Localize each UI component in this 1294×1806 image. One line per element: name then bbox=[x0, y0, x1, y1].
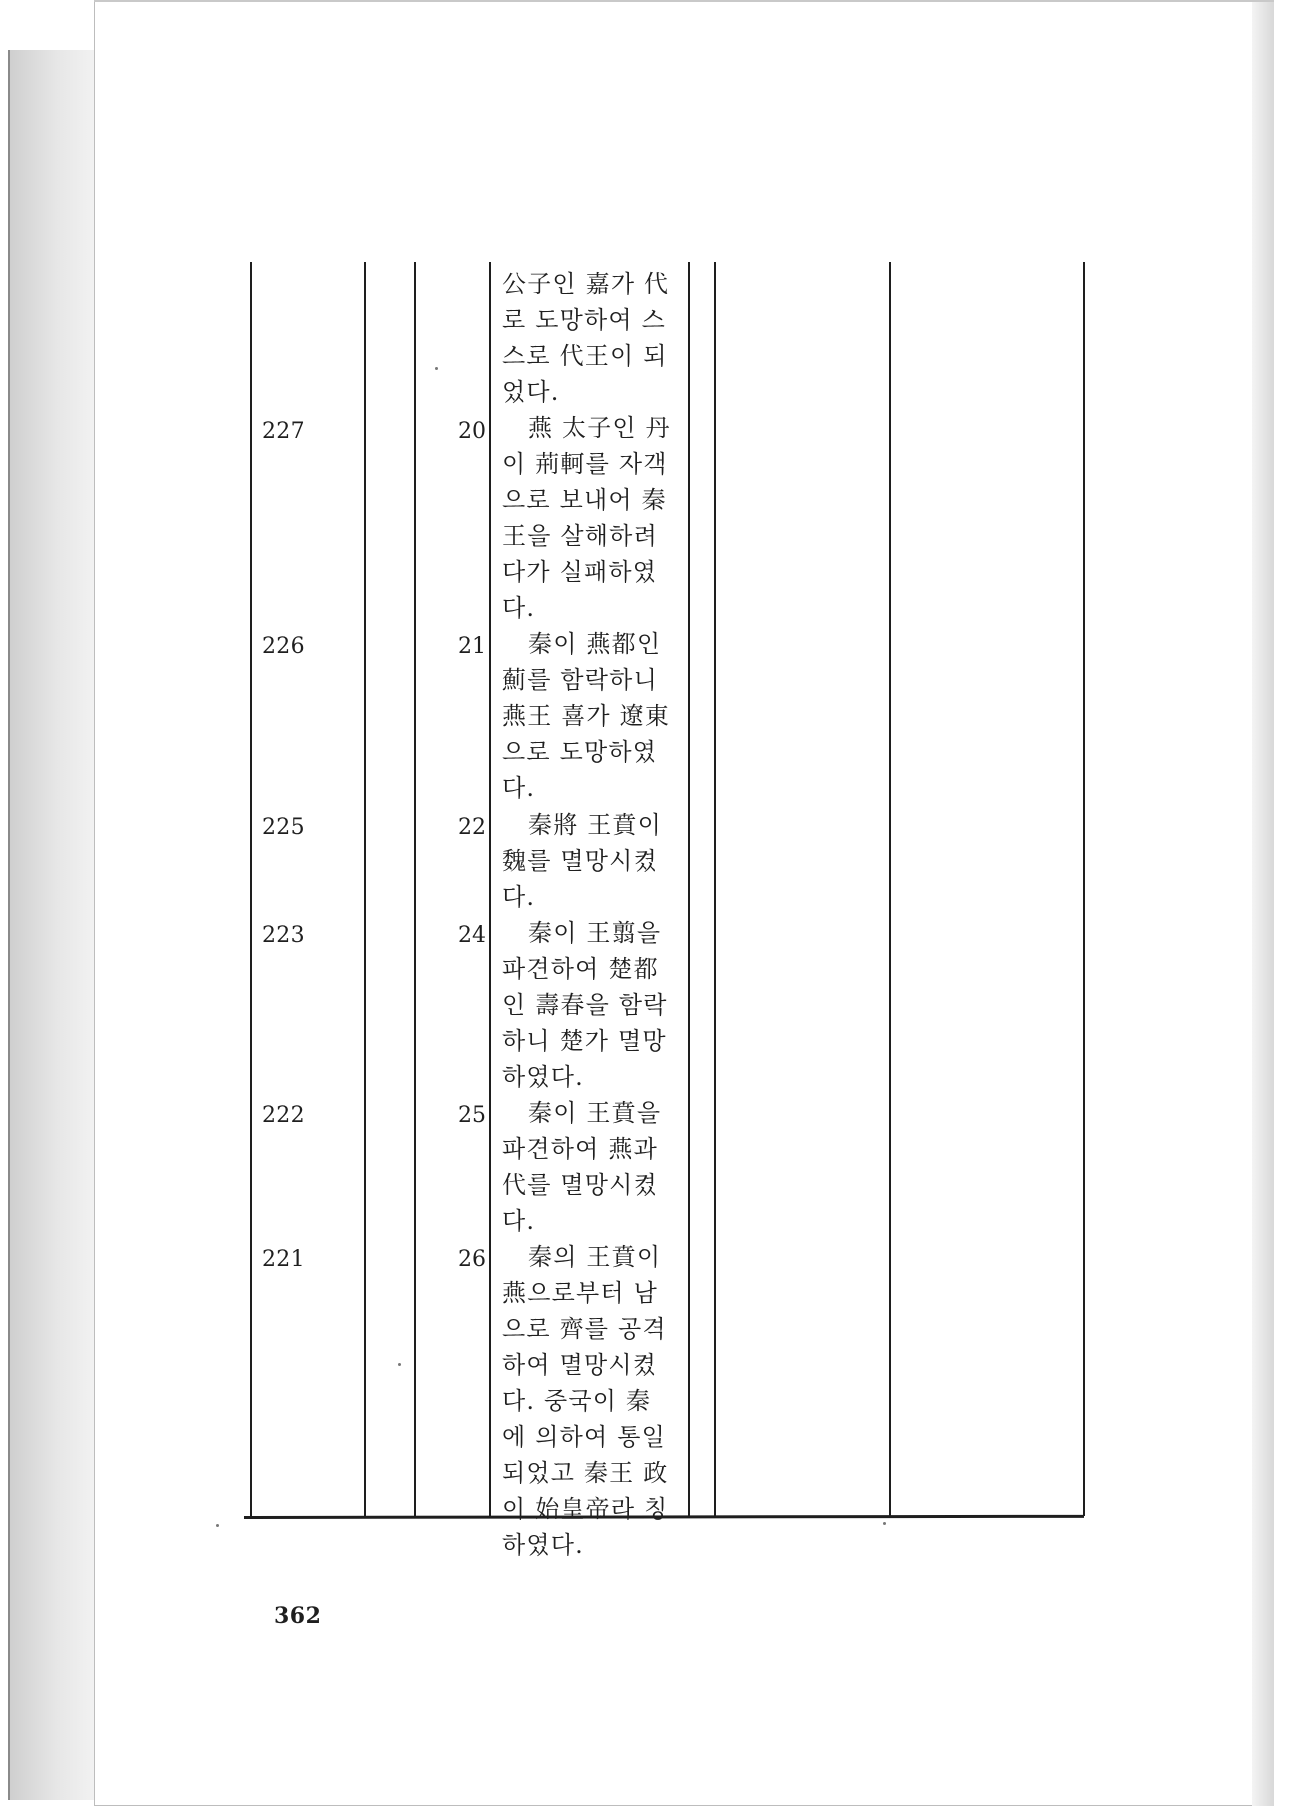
age-row-1: 20 bbox=[458, 419, 486, 444]
print-speck bbox=[883, 1522, 886, 1525]
table-left-border bbox=[250, 262, 252, 1516]
year-row-1: 227 bbox=[262, 419, 305, 444]
table-divider-3 bbox=[489, 262, 491, 1516]
table-divider-5 bbox=[714, 262, 716, 1516]
age-row-5: 25 bbox=[458, 1103, 486, 1128]
page-top-border bbox=[94, 0, 1274, 2]
age-row-4: 24 bbox=[458, 923, 486, 948]
page-number: 362 bbox=[274, 1603, 322, 1629]
table-divider-1 bbox=[364, 262, 366, 1516]
event-text-row-1: 燕 太子인 丹이 荊軻를 자객으로 보내어 秦王을 살해하려다가 실패하였다. bbox=[502, 414, 671, 622]
event-text-row-6: 秦의 王賁이 燕으로부터 남으로 齊를 공격하여 멸망시켰다. 중국이 秦에 의하여 통일되었고 秦王 政이 始皇帝라 칭하였다. bbox=[502, 1243, 669, 1559]
table-right-border bbox=[1083, 262, 1085, 1516]
event-text-row-4: 秦이 王翦을 파견하여 楚都인 壽春을 함락하니 楚가 멸망하였다. bbox=[502, 919, 668, 1091]
page-right-shadow bbox=[1252, 0, 1274, 1806]
print-speck bbox=[398, 1363, 401, 1366]
age-row-6: 26 bbox=[458, 1247, 486, 1272]
print-speck bbox=[216, 1524, 219, 1527]
table-divider-6 bbox=[889, 262, 891, 1516]
print-speck bbox=[435, 367, 438, 370]
year-row-6: 221 bbox=[262, 1247, 305, 1272]
event-text-row-5: 秦이 王賁을 파견하여 燕과 代를 멸망시켰다. bbox=[502, 1099, 662, 1235]
table-divider-2 bbox=[414, 262, 416, 1516]
event-text-row-3: 秦將 王賁이 魏를 멸망시켰다. bbox=[502, 811, 663, 911]
event-text-row-2: 秦이 燕都인 薊를 함락하니 燕王 喜가 遼東으로 도망하였다. bbox=[502, 630, 671, 802]
age-row-2: 21 bbox=[458, 634, 486, 659]
book-spine-edge bbox=[8, 50, 98, 1800]
age-row-3: 22 bbox=[458, 815, 486, 840]
table-divider-4 bbox=[688, 262, 690, 1516]
year-row-2: 226 bbox=[262, 634, 305, 659]
event-text-row-0: 公子인 嘉가 代로 도망하여 스스로 代王이 되었다. bbox=[502, 270, 670, 406]
year-row-3: 225 bbox=[262, 815, 305, 840]
year-row-5: 222 bbox=[262, 1103, 305, 1128]
year-row-4: 223 bbox=[262, 923, 305, 948]
